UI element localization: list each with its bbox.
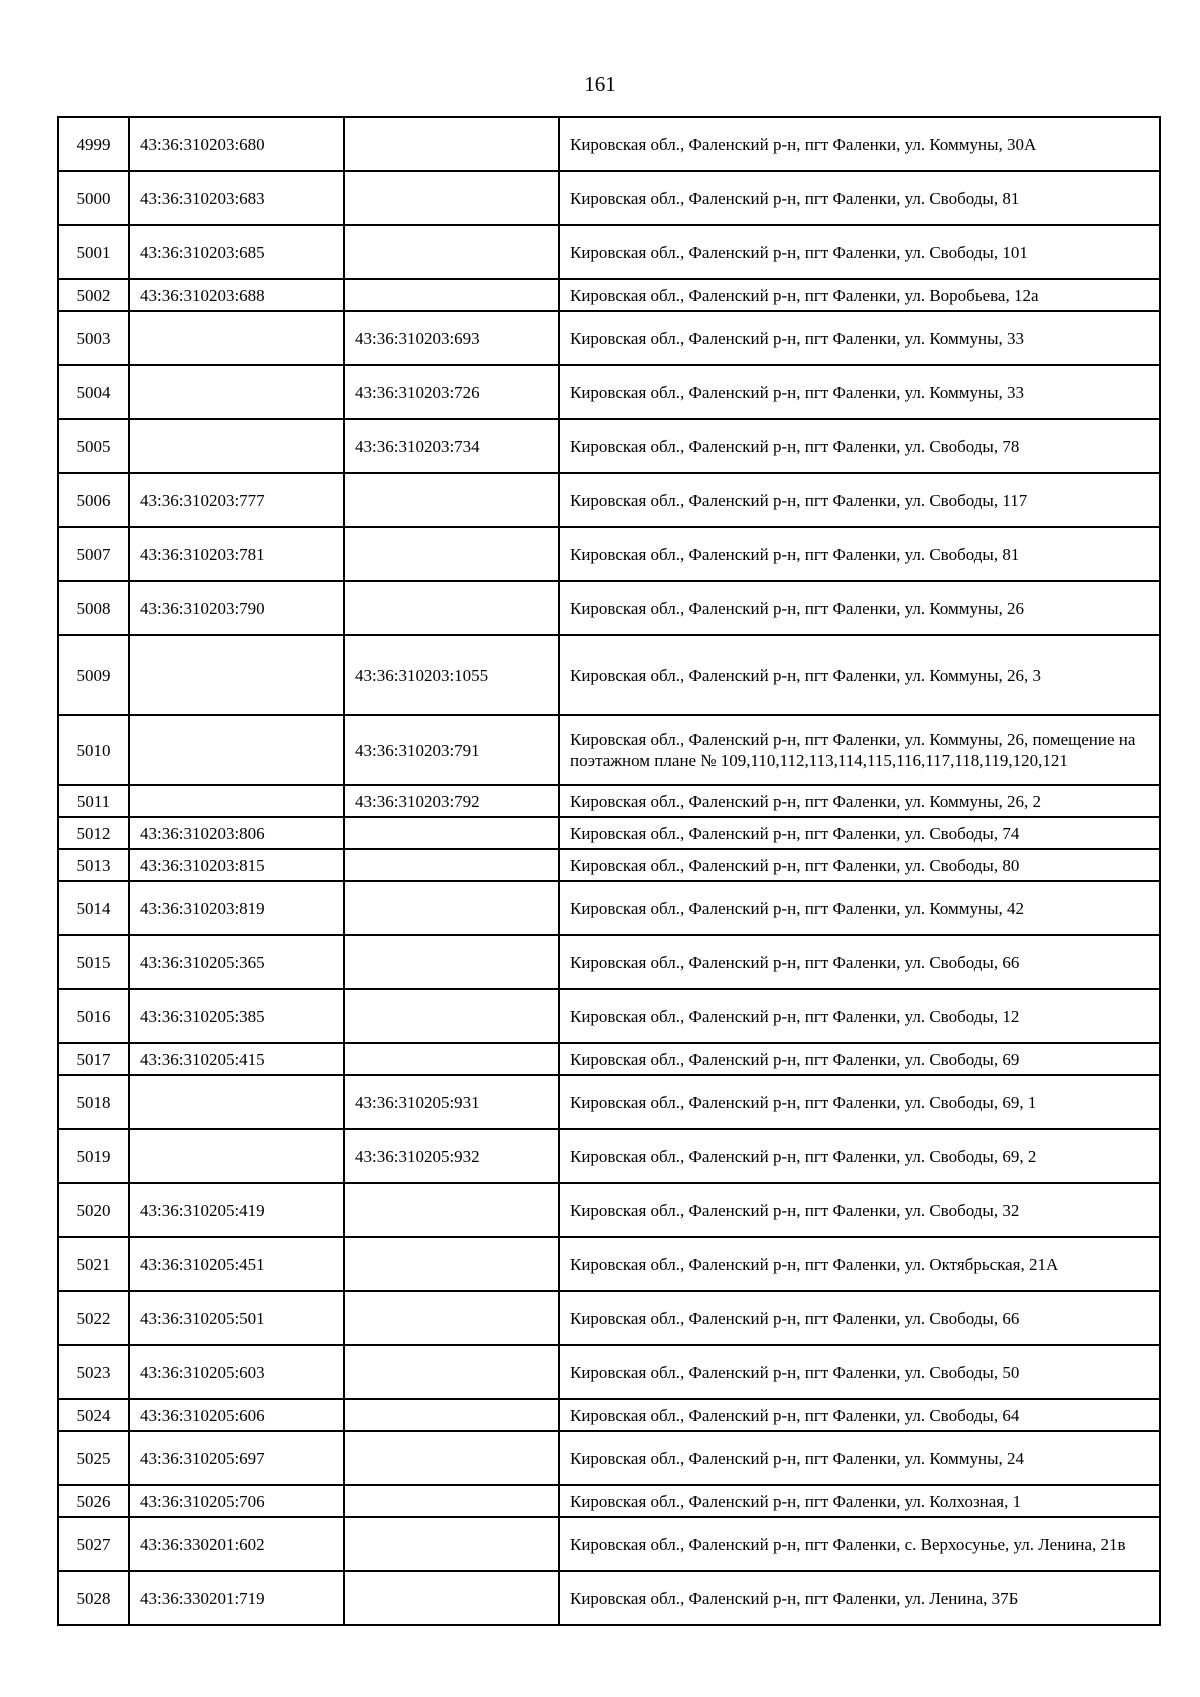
row-number: 5008	[58, 581, 129, 635]
table-row	[58, 1129, 1160, 1183]
address: Кировская обл., Фаленский р-н, пгт Фаленки, ул. Свободы, 74	[559, 817, 1160, 849]
row-number: 5013	[58, 849, 129, 881]
row-number: 5015	[58, 935, 129, 989]
row-number: 5004	[58, 365, 129, 419]
row-number: 5027	[58, 1517, 129, 1571]
cadastral-number	[129, 1075, 344, 1129]
table-row	[58, 1517, 1160, 1571]
address: Кировская обл., Фаленский р-н, пгт Фаленки, ул. Свободы, 80	[559, 849, 1160, 881]
page-number: 161	[584, 72, 616, 96]
address: Кировская обл., Фаленский р-н, пгт Фаленки, ул. Коммуны, 24	[559, 1431, 1160, 1485]
table-row	[58, 989, 1160, 1043]
table-row	[58, 117, 1160, 171]
related-cadastral-number	[344, 1431, 559, 1485]
table-row	[58, 1345, 1160, 1399]
address: Кировская обл., Фаленский р-н, пгт Фаленки, ул. Коммуны, 26, 3	[559, 635, 1160, 715]
related-cadastral-number	[344, 117, 559, 171]
related-cadastral-number	[344, 1345, 559, 1399]
row-number: 5011	[58, 785, 129, 817]
table-row	[58, 1291, 1160, 1345]
table-row	[58, 473, 1160, 527]
table-row	[58, 1571, 1160, 1625]
address: Кировская обл., Фаленский р-н, пгт Фаленки, ул. Ленина, 37Б	[559, 1571, 1160, 1625]
address: Кировская обл., Фаленский р-н, пгт Фаленки, ул. Коммуны, 26	[559, 581, 1160, 635]
table-row	[58, 1485, 1160, 1517]
row-number: 5007	[58, 527, 129, 581]
cadastral-number: 43:36:310203:781	[129, 527, 344, 581]
table-row	[58, 1399, 1160, 1431]
related-cadastral-number	[344, 279, 559, 311]
row-number: 5025	[58, 1431, 129, 1485]
cadastral-number: 43:36:310203:680	[129, 117, 344, 171]
related-cadastral-number	[344, 171, 559, 225]
property-registry-table	[57, 116, 1161, 1626]
cadastral-number: 43:36:330201:602	[129, 1517, 344, 1571]
table-row	[58, 279, 1160, 311]
row-number: 5020	[58, 1183, 129, 1237]
related-cadastral-number	[344, 1571, 559, 1625]
row-number: 5022	[58, 1291, 129, 1345]
related-cadastral-number: 43:36:310205:932	[344, 1129, 559, 1183]
address: Кировская обл., Фаленский р-н, пгт Фаленки, ул. Свободы, 69	[559, 1043, 1160, 1075]
table-row	[58, 581, 1160, 635]
related-cadastral-number	[344, 225, 559, 279]
cadastral-number: 43:36:330201:719	[129, 1571, 344, 1625]
related-cadastral-number	[344, 1399, 559, 1431]
address: Кировская обл., Фаленский р-н, пгт Фаленки, ул. Коммуны, 26, 2	[559, 785, 1160, 817]
table-row	[58, 1075, 1160, 1129]
cadastral-number	[129, 365, 344, 419]
related-cadastral-number: 43:36:310203:693	[344, 311, 559, 365]
related-cadastral-number	[344, 473, 559, 527]
row-number: 5023	[58, 1345, 129, 1399]
table-row	[58, 881, 1160, 935]
cadastral-number: 43:36:310205:706	[129, 1485, 344, 1517]
related-cadastral-number	[344, 935, 559, 989]
row-number: 5016	[58, 989, 129, 1043]
address: Кировская обл., Фаленский р-н, пгт Фаленки, ул. Свободы, 81	[559, 171, 1160, 225]
address: Кировская обл., Фаленский р-н, пгт Фаленки, ул. Коммуны, 42	[559, 881, 1160, 935]
related-cadastral-number: 43:36:310203:1055	[344, 635, 559, 715]
table-row	[58, 849, 1160, 881]
cadastral-number: 43:36:310205:697	[129, 1431, 344, 1485]
address: Кировская обл., Фаленский р-н, пгт Фаленки, ул. Свободы, 117	[559, 473, 1160, 527]
table-row	[58, 1183, 1160, 1237]
row-number: 5009	[58, 635, 129, 715]
related-cadastral-number	[344, 849, 559, 881]
address: Кировская обл., Фаленский р-н, пгт Фаленки, ул. Свободы, 81	[559, 527, 1160, 581]
cadastral-number: 43:36:310205:501	[129, 1291, 344, 1345]
related-cadastral-number: 43:36:310203:726	[344, 365, 559, 419]
cadastral-number: 43:36:310203:683	[129, 171, 344, 225]
row-number: 5021	[58, 1237, 129, 1291]
table-row	[58, 785, 1160, 817]
cadastral-number: 43:36:310203:819	[129, 881, 344, 935]
table-row	[58, 715, 1160, 785]
related-cadastral-number	[344, 1291, 559, 1345]
cadastral-number: 43:36:310205:451	[129, 1237, 344, 1291]
address: Кировская обл., Фаленский р-н, пгт Фаленки, ул. Свободы, 101	[559, 225, 1160, 279]
address: Кировская обл., Фаленский р-н, пгт Фаленки, ул. Свободы, 50	[559, 1345, 1160, 1399]
cadastral-number	[129, 785, 344, 817]
address: Кировская обл., Фаленский р-н, пгт Фаленки, с. Верхосунье, ул. Ленина, 21в	[559, 1517, 1160, 1571]
address: Кировская обл., Фаленский р-н, пгт Фаленки, ул. Коммуны, 33	[559, 365, 1160, 419]
row-number: 5000	[58, 171, 129, 225]
related-cadastral-number	[344, 817, 559, 849]
table-row	[58, 1043, 1160, 1075]
row-number: 4999	[58, 117, 129, 171]
table-row	[58, 171, 1160, 225]
row-number: 5001	[58, 225, 129, 279]
table-row	[58, 817, 1160, 849]
row-number: 5017	[58, 1043, 129, 1075]
cadastral-number	[129, 635, 344, 715]
address: Кировская обл., Фаленский р-н, пгт Фаленки, ул. Свободы, 69, 2	[559, 1129, 1160, 1183]
related-cadastral-number	[344, 989, 559, 1043]
table-row	[58, 1431, 1160, 1485]
cadastral-number: 43:36:310205:385	[129, 989, 344, 1043]
row-number: 5003	[58, 311, 129, 365]
related-cadastral-number	[344, 1517, 559, 1571]
cadastral-number: 43:36:310203:685	[129, 225, 344, 279]
related-cadastral-number: 43:36:310203:792	[344, 785, 559, 817]
cadastral-number: 43:36:310203:790	[129, 581, 344, 635]
cadastral-number: 43:36:310203:688	[129, 279, 344, 311]
row-number: 5024	[58, 1399, 129, 1431]
related-cadastral-number	[344, 1237, 559, 1291]
table-row	[58, 635, 1160, 715]
related-cadastral-number	[344, 1043, 559, 1075]
row-number: 5012	[58, 817, 129, 849]
cadastral-number	[129, 311, 344, 365]
row-number: 5028	[58, 1571, 129, 1625]
table-row	[58, 419, 1160, 473]
related-cadastral-number	[344, 581, 559, 635]
cadastral-number: 43:36:310203:815	[129, 849, 344, 881]
table-row	[58, 527, 1160, 581]
cadastral-number	[129, 1129, 344, 1183]
address: Кировская обл., Фаленский р-н, пгт Фаленки, ул. Колхозная, 1	[559, 1485, 1160, 1517]
address: Кировская обл., Фаленский р-н, пгт Фаленки, ул. Свободы, 78	[559, 419, 1160, 473]
cadastral-number: 43:36:310205:603	[129, 1345, 344, 1399]
row-number: 5010	[58, 715, 129, 785]
related-cadastral-number: 43:36:310203:734	[344, 419, 559, 473]
table-row	[58, 935, 1160, 989]
address: Кировская обл., Фаленский р-н, пгт Фаленки, ул. Коммуны, 26, помещение на поэтажном плане № 109,110,112,113,114,115,116,117,118,119,120,121	[559, 715, 1160, 785]
related-cadastral-number	[344, 881, 559, 935]
cadastral-number: 43:36:310205:415	[129, 1043, 344, 1075]
table-row	[58, 1237, 1160, 1291]
cadastral-number: 43:36:310205:606	[129, 1399, 344, 1431]
related-cadastral-number: 43:36:310205:931	[344, 1075, 559, 1129]
related-cadastral-number	[344, 527, 559, 581]
row-number: 5026	[58, 1485, 129, 1517]
table-row	[58, 225, 1160, 279]
address: Кировская обл., Фаленский р-н, пгт Фаленки, ул. Свободы, 64	[559, 1399, 1160, 1431]
address: Кировская обл., Фаленский р-н, пгт Фаленки, ул. Свободы, 32	[559, 1183, 1160, 1237]
row-number: 5018	[58, 1075, 129, 1129]
cadastral-number: 43:36:310203:806	[129, 817, 344, 849]
table-row	[58, 311, 1160, 365]
cadastral-number	[129, 419, 344, 473]
row-number: 5006	[58, 473, 129, 527]
related-cadastral-number: 43:36:310203:791	[344, 715, 559, 785]
cadastral-number	[129, 715, 344, 785]
address: Кировская обл., Фаленский р-н, пгт Фаленки, ул. Свободы, 66	[559, 1291, 1160, 1345]
cadastral-number: 43:36:310205:419	[129, 1183, 344, 1237]
cadastral-number: 43:36:310203:777	[129, 473, 344, 527]
related-cadastral-number	[344, 1183, 559, 1237]
table-row	[58, 365, 1160, 419]
row-number: 5014	[58, 881, 129, 935]
address: Кировская обл., Фаленский р-н, пгт Фаленки, ул. Свободы, 69, 1	[559, 1075, 1160, 1129]
row-number: 5002	[58, 279, 129, 311]
related-cadastral-number	[344, 1485, 559, 1517]
address: Кировская обл., Фаленский р-н, пгт Фаленки, ул. Коммуны, 33	[559, 311, 1160, 365]
address: Кировская обл., Фаленский р-н, пгт Фаленки, ул. Свободы, 66	[559, 935, 1160, 989]
address: Кировская обл., Фаленский р-н, пгт Фаленки, ул. Коммуны, 30А	[559, 117, 1160, 171]
cadastral-number: 43:36:310205:365	[129, 935, 344, 989]
row-number: 5005	[58, 419, 129, 473]
address: Кировская обл., Фаленский р-н, пгт Фаленки, ул. Свободы, 12	[559, 989, 1160, 1043]
address: Кировская обл., Фаленский р-н, пгт Фаленки, ул. Воробьева, 12а	[559, 279, 1160, 311]
address: Кировская обл., Фаленский р-н, пгт Фаленки, ул. Октябрьская, 21А	[559, 1237, 1160, 1291]
row-number: 5019	[58, 1129, 129, 1183]
